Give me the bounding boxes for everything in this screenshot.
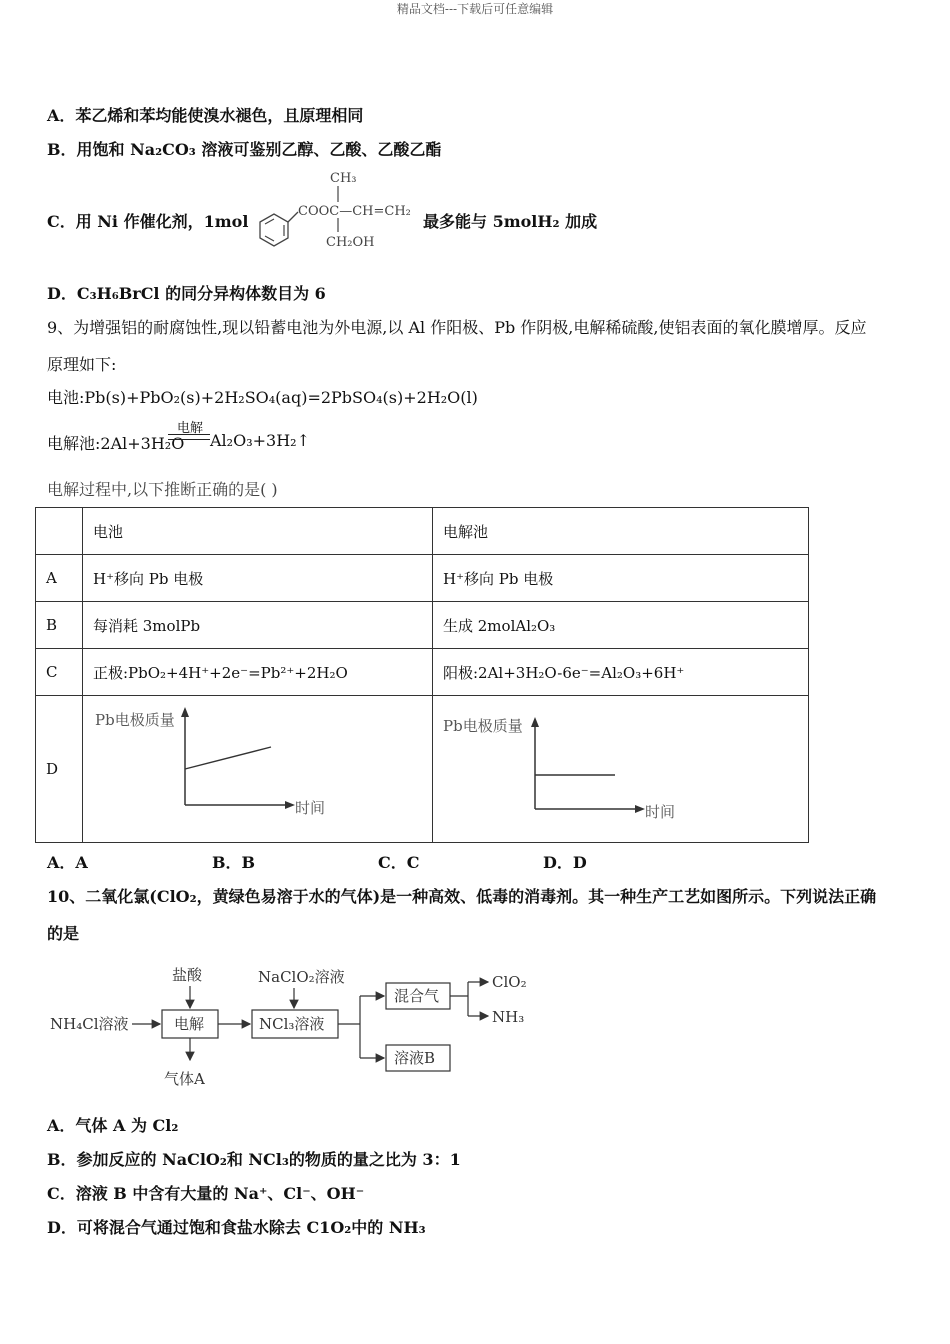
row-label-a: A bbox=[36, 555, 83, 602]
table-corner bbox=[36, 508, 83, 555]
electrolysis-equal-sign bbox=[168, 434, 210, 440]
q8-option-b: B．用饱和 Na₂CO₃ 溶液可鉴别乙醇、乙酸、乙酸乙酯 bbox=[47, 140, 442, 159]
electrolysis-mass-graph bbox=[443, 699, 703, 839]
battery-graph-y-arrow bbox=[181, 707, 189, 717]
page-header: 精品文档---下载后可任意编辑 bbox=[396, 2, 554, 16]
electrolysis-condition: 电解 bbox=[176, 421, 203, 436]
flow-acid-label: 盐酸 bbox=[172, 966, 203, 984]
q9-question: 电解过程中,以下推断正确的是( ) bbox=[47, 480, 278, 499]
cell-b-battery: 每消耗 3molPb bbox=[83, 602, 433, 649]
flow-gas-a-label: 气体A bbox=[164, 1070, 205, 1088]
q10-option-d: D．可将混合气通过饱和食盐水除去 C1O₂中的 NH₃ bbox=[47, 1218, 426, 1237]
battery-graph-ylabel: Pb电极质量 bbox=[95, 711, 175, 729]
electrolysis-graph-ylabel: Pb电极质量 bbox=[443, 717, 523, 735]
q9-answer-b: B．B bbox=[212, 853, 256, 872]
battery-graph-mass-line bbox=[185, 747, 271, 769]
q9-answer-a: A．A bbox=[47, 853, 88, 872]
q8-option-c-prefix: C．用 Ni 作催化剂，1mol bbox=[47, 212, 249, 231]
structure-bottom-group: CH₂OH bbox=[326, 235, 375, 250]
q8-option-d: D．C₃H₆BrCl 的同分异构体数目为 6 bbox=[47, 284, 326, 303]
q9-answer-c: C．C bbox=[378, 853, 420, 872]
q9-stem-line2: 原理如下: bbox=[47, 355, 117, 374]
cell-a-battery: H⁺移向 Pb 电极 bbox=[83, 555, 433, 602]
flow-input-label: NH₄Cl溶液 bbox=[50, 1015, 129, 1033]
row-label-c: C bbox=[36, 649, 83, 696]
flow-step-electrolysis: 电解 bbox=[174, 1015, 205, 1033]
battery-equation: 电池:Pb(s)+PbO₂(s)+2H₂SO₄(aq)=2PbSO₄(s)+2H₂O(l) bbox=[47, 388, 478, 407]
header-electrolysis: 电解池 bbox=[433, 508, 809, 555]
cell-a-electrolysis: H⁺移向 Pb 电极 bbox=[433, 555, 809, 602]
flow-product-nh3: NH₃ bbox=[492, 1008, 525, 1026]
q10-option-c: C．溶液 B 中含有大量的 Na⁺、Cl⁻、OH⁻ bbox=[47, 1184, 365, 1203]
battery-mass-graph bbox=[93, 699, 353, 839]
structure-chain: COOC—CH=CH₂ bbox=[298, 204, 411, 219]
cell-c-electrolysis: 阳极:2Al+3H₂O-6e⁻=Al₂O₃+6H⁺ bbox=[433, 649, 809, 696]
cell-c-battery: 正极:PbO₂+4H⁺+2e⁻=Pb²⁺+2H₂O bbox=[83, 649, 433, 696]
structure-top-group: CH₃ bbox=[330, 171, 357, 186]
electrolysis-graph-y-arrow bbox=[531, 717, 539, 727]
cell-d-battery bbox=[83, 696, 433, 843]
flow-product-clo2: ClO₂ bbox=[492, 973, 527, 991]
electrolysis-eq-right: Al₂O₃+3H₂↑ bbox=[210, 431, 310, 450]
flow-mixed-gas: 混合气 bbox=[394, 987, 440, 1005]
row-label-d: D bbox=[36, 696, 83, 843]
q10-option-a: A．气体 A 为 Cl₂ bbox=[47, 1116, 179, 1135]
q8-option-c-suffix: 最多能与 5molH₂ 加成 bbox=[423, 212, 598, 231]
electrolysis-graph-x-arrow bbox=[635, 805, 645, 813]
q9-stem-line1: 9、为增强铝的耐腐蚀性,现以铅蓄电池为外电源,以 Al 作阳极、Pb 作阴极,电解稀硫酸,使铝表面的氧化膜增厚。反应 bbox=[47, 318, 867, 337]
q8-option-a: A．苯乙烯和苯均能使溴水褪色，且原理相同 bbox=[47, 106, 364, 125]
electrolysis-graph-xlabel: 时间 bbox=[645, 803, 676, 821]
table-row bbox=[36, 602, 809, 649]
flow-naclo2-label: NaClO₂溶液 bbox=[258, 968, 345, 986]
cell-d-electrolysis bbox=[433, 696, 809, 843]
table-row bbox=[36, 696, 809, 843]
benzoate-structure bbox=[240, 166, 420, 258]
row-label-b: B bbox=[36, 602, 83, 649]
electrolysis-eq-left: 电解池:2Al+3H₂O bbox=[47, 434, 185, 453]
battery-graph-x-arrow bbox=[285, 801, 295, 809]
header-battery: 电池 bbox=[83, 508, 433, 555]
cell-b-electrolysis: 生成 2molAl₂O₃ bbox=[433, 602, 809, 649]
flow-step-ncl3: NCl₃溶液 bbox=[259, 1015, 325, 1033]
q9-answer-d: D．D bbox=[543, 853, 587, 872]
q9-table bbox=[35, 507, 809, 843]
flow-solution-b: 溶液B bbox=[394, 1049, 436, 1067]
table-row bbox=[36, 649, 809, 696]
battery-graph-xlabel: 时间 bbox=[295, 799, 326, 817]
q10-option-b: B．参加反应的 NaClO₂和 NCl₃的物质的量之比为 3：1 bbox=[47, 1150, 461, 1169]
table-row bbox=[36, 555, 809, 602]
q10-stem-line2: 的是 bbox=[47, 924, 80, 943]
q10-stem-line1: 10、二氧化氯(ClO₂，黄绿色易溶于水的气体)是一种高效、低毒的消毒剂。其一种生产工艺如图所示。下列说法正确 bbox=[47, 887, 877, 906]
process-flow-diagram bbox=[44, 960, 544, 1092]
